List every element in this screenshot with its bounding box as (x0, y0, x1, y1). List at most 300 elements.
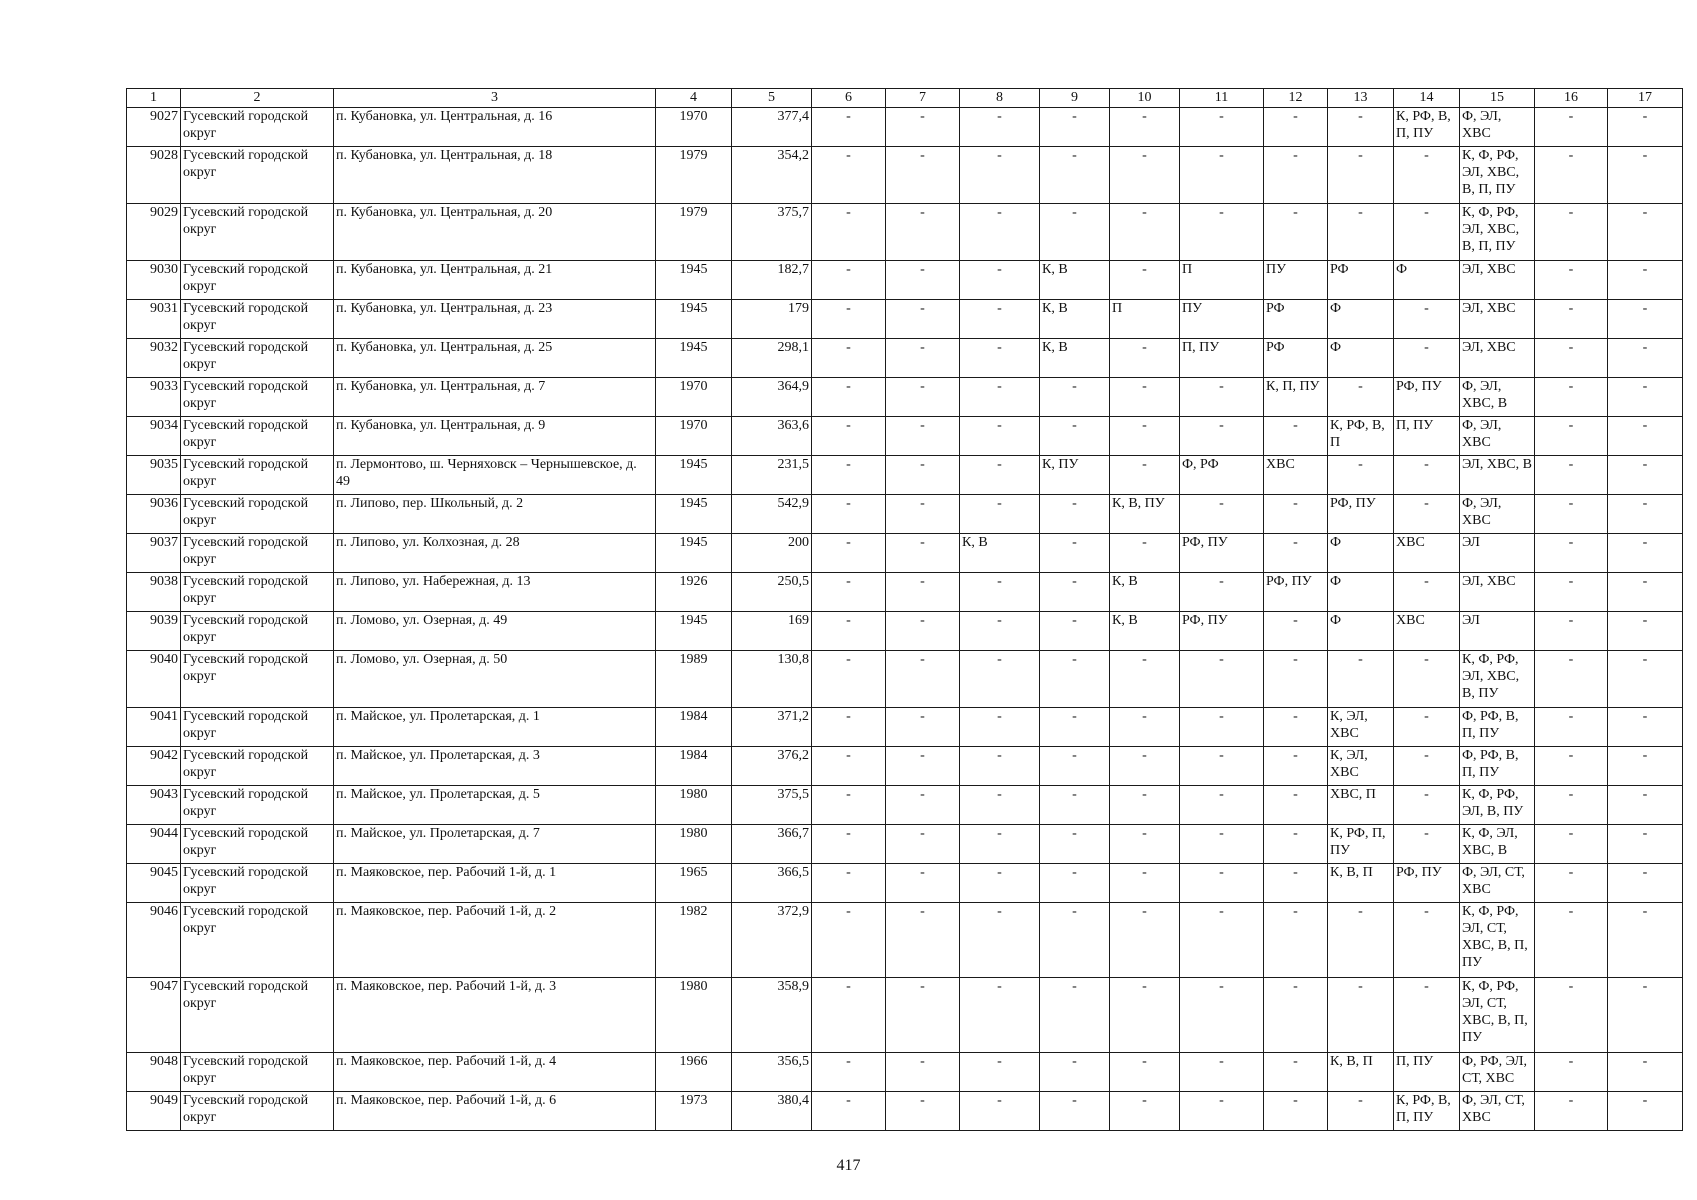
cell-col-16: - (1535, 747, 1608, 786)
cell-col-8: - (960, 300, 1040, 339)
cell-col-15: ЭЛ, ХВС (1460, 300, 1535, 339)
cell-col-11: - (1180, 864, 1264, 903)
cell-col-9: - (1040, 825, 1110, 864)
cell-col-10: - (1110, 786, 1180, 825)
cell-col-13: К, В, П (1328, 864, 1394, 903)
cell-col-12: - (1264, 747, 1328, 786)
cell-col-2: Гусевский городской округ (181, 612, 334, 651)
cell-col-15: Ф, РФ, ЭЛ, СТ, ХВС (1460, 1053, 1535, 1092)
cell-col-12: - (1264, 1092, 1328, 1131)
cell-col-13: К, РФ, П, ПУ (1328, 825, 1394, 864)
cell-col-8: - (960, 1053, 1040, 1092)
cell-col-3: п. Кубановка, ул. Центральная, д. 18 (334, 147, 656, 204)
cell-col-3: п. Майское, ул. Пролетарская, д. 5 (334, 786, 656, 825)
cell-col-9: - (1040, 147, 1110, 204)
page-number: 417 (836, 1157, 861, 1174)
cell-col-2: Гусевский городской округ (181, 747, 334, 786)
cell-col-17: - (1608, 378, 1683, 417)
cell-col-8: - (960, 108, 1040, 147)
table-row (127, 1053, 1683, 1092)
cell-col-16: - (1535, 1053, 1608, 1092)
cell-col-7: - (886, 708, 960, 747)
cell-col-12: - (1264, 108, 1328, 147)
table-row (127, 825, 1683, 864)
cell-col-14: - (1394, 708, 1460, 747)
cell-col-3: п. Маяковское, пер. Рабочий 1-й, д. 6 (334, 1092, 656, 1131)
cell-col-13: Ф (1328, 612, 1394, 651)
cell-col-10: - (1110, 534, 1180, 573)
cell-col-3: п. Маяковское, пер. Рабочий 1-й, д. 3 (334, 978, 656, 1053)
table-row (127, 903, 1683, 978)
cell-col-2: Гусевский городской округ (181, 1092, 334, 1131)
table-row (127, 300, 1683, 339)
cell-col-17: - (1608, 708, 1683, 747)
table-header (127, 89, 1683, 108)
cell-col-8: - (960, 573, 1040, 612)
cell-col-15: Ф, ЭЛ, ХВС (1460, 108, 1535, 147)
cell-col-13: РФ, ПУ (1328, 495, 1394, 534)
cell-col-7: - (886, 147, 960, 204)
cell-col-11: РФ, ПУ (1180, 534, 1264, 573)
cell-col-16: - (1535, 612, 1608, 651)
table-row (127, 864, 1683, 903)
cell-col-11: - (1180, 708, 1264, 747)
cell-col-6: - (812, 300, 886, 339)
cell-col-3: п. Ломово, ул. Озерная, д. 49 (334, 612, 656, 651)
cell-col-12: ХВС (1264, 456, 1328, 495)
cell-col-8: - (960, 261, 1040, 300)
cell-col-10: - (1110, 147, 1180, 204)
cell-col-2: Гусевский городской округ (181, 261, 334, 300)
cell-col-4: 1945 (656, 495, 732, 534)
cell-col-11: - (1180, 108, 1264, 147)
cell-col-2: Гусевский городской округ (181, 456, 334, 495)
column-header-10: 10 (1110, 89, 1180, 108)
cell-col-10: - (1110, 339, 1180, 378)
cell-col-2: Гусевский городской округ (181, 417, 334, 456)
cell-col-7: - (886, 1053, 960, 1092)
cell-col-5: 371,2 (732, 708, 812, 747)
cell-col-8: - (960, 147, 1040, 204)
cell-col-4: 1945 (656, 612, 732, 651)
column-header-4: 4 (656, 89, 732, 108)
cell-col-8: - (960, 903, 1040, 978)
cell-col-6: - (812, 864, 886, 903)
cell-col-11: - (1180, 204, 1264, 261)
cell-col-4: 1970 (656, 378, 732, 417)
cell-col-17: - (1608, 108, 1683, 147)
cell-col-7: - (886, 456, 960, 495)
cell-col-5: 200 (732, 534, 812, 573)
cell-col-4: 1945 (656, 339, 732, 378)
cell-col-12: - (1264, 612, 1328, 651)
cell-col-4: 1945 (656, 456, 732, 495)
cell-col-6: - (812, 786, 886, 825)
cell-col-9: - (1040, 612, 1110, 651)
cell-col-16: - (1535, 825, 1608, 864)
cell-col-9: К, В (1040, 300, 1110, 339)
table-row (127, 747, 1683, 786)
cell-col-4: 1989 (656, 651, 732, 708)
table-row (127, 204, 1683, 261)
cell-col-7: - (886, 300, 960, 339)
cell-col-6: - (812, 417, 886, 456)
cell-col-15: Ф, ЭЛ, ХВС (1460, 495, 1535, 534)
cell-col-7: - (886, 864, 960, 903)
cell-col-17: - (1608, 300, 1683, 339)
table-row (127, 786, 1683, 825)
cell-col-13: - (1328, 147, 1394, 204)
cell-col-3: п. Маяковское, пер. Рабочий 1-й, д. 1 (334, 864, 656, 903)
cell-col-5: 358,9 (732, 978, 812, 1053)
cell-col-7: - (886, 612, 960, 651)
cell-col-14: - (1394, 978, 1460, 1053)
cell-col-2: Гусевский городской округ (181, 903, 334, 978)
cell-col-11: Ф, РФ (1180, 456, 1264, 495)
cell-col-14: - (1394, 903, 1460, 978)
cell-col-8: - (960, 612, 1040, 651)
cell-col-12: ПУ (1264, 261, 1328, 300)
cell-col-9: - (1040, 978, 1110, 1053)
cell-col-2: Гусевский городской округ (181, 378, 334, 417)
cell-col-12: - (1264, 825, 1328, 864)
cell-col-14: ХВС (1394, 534, 1460, 573)
cell-col-4: 1970 (656, 417, 732, 456)
cell-col-10: - (1110, 261, 1180, 300)
cell-col-10: - (1110, 903, 1180, 978)
cell-col-9: К, ПУ (1040, 456, 1110, 495)
cell-col-17: - (1608, 825, 1683, 864)
table-row (127, 456, 1683, 495)
cell-col-7: - (886, 378, 960, 417)
cell-col-4: 1966 (656, 1053, 732, 1092)
cell-col-2: Гусевский городской округ (181, 147, 334, 204)
column-header-16: 16 (1535, 89, 1608, 108)
cell-col-6: - (812, 378, 886, 417)
cell-col-5: 364,9 (732, 378, 812, 417)
cell-col-10: - (1110, 108, 1180, 147)
column-header-1: 1 (127, 89, 181, 108)
table-row (127, 1092, 1683, 1131)
cell-col-7: - (886, 204, 960, 261)
cell-col-5: 354,2 (732, 147, 812, 204)
cell-col-13: - (1328, 456, 1394, 495)
cell-col-4: 1945 (656, 300, 732, 339)
cell-col-9: - (1040, 1053, 1110, 1092)
cell-col-17: - (1608, 612, 1683, 651)
cell-col-7: - (886, 108, 960, 147)
cell-col-16: - (1535, 261, 1608, 300)
cell-col-5: 366,7 (732, 825, 812, 864)
cell-col-6: - (812, 534, 886, 573)
table-body (127, 108, 1683, 1131)
cell-col-1: 9046 (127, 903, 181, 978)
cell-col-2: Гусевский городской округ (181, 786, 334, 825)
cell-col-16: - (1535, 651, 1608, 708)
cell-col-9: - (1040, 903, 1110, 978)
cell-col-11: РФ, ПУ (1180, 612, 1264, 651)
cell-col-1: 9032 (127, 339, 181, 378)
cell-col-15: Ф, ЭЛ, ХВС, В (1460, 378, 1535, 417)
cell-col-2: Гусевский городской округ (181, 825, 334, 864)
cell-col-16: - (1535, 786, 1608, 825)
cell-col-17: - (1608, 534, 1683, 573)
cell-col-10: - (1110, 417, 1180, 456)
cell-col-3: п. Майское, ул. Пролетарская, д. 7 (334, 825, 656, 864)
cell-col-1: 9040 (127, 651, 181, 708)
cell-col-9: - (1040, 495, 1110, 534)
cell-col-1: 9033 (127, 378, 181, 417)
cell-col-9: - (1040, 864, 1110, 903)
cell-col-13: - (1328, 108, 1394, 147)
header-row (127, 89, 1683, 108)
cell-col-7: - (886, 1092, 960, 1131)
cell-col-11: - (1180, 786, 1264, 825)
cell-col-4: 1945 (656, 261, 732, 300)
cell-col-15: К, Ф, РФ, ЭЛ, ХВС, В, ПУ (1460, 651, 1535, 708)
cell-col-15: К, Ф, РФ, ЭЛ, СТ, ХВС, В, П, ПУ (1460, 978, 1535, 1053)
cell-col-16: - (1535, 978, 1608, 1053)
cell-col-14: РФ, ПУ (1394, 378, 1460, 417)
cell-col-17: - (1608, 495, 1683, 534)
cell-col-5: 356,5 (732, 1053, 812, 1092)
cell-col-3: п. Кубановка, ул. Центральная, д. 7 (334, 378, 656, 417)
cell-col-13: - (1328, 903, 1394, 978)
cell-col-16: - (1535, 903, 1608, 978)
cell-col-14: - (1394, 300, 1460, 339)
cell-col-10: - (1110, 651, 1180, 708)
cell-col-9: - (1040, 378, 1110, 417)
cell-col-4: 1973 (656, 1092, 732, 1131)
cell-col-14: - (1394, 204, 1460, 261)
cell-col-3: п. Майское, ул. Пролетарская, д. 1 (334, 708, 656, 747)
cell-col-5: 542,9 (732, 495, 812, 534)
cell-col-7: - (886, 339, 960, 378)
column-header-6: 6 (812, 89, 886, 108)
cell-col-13: - (1328, 651, 1394, 708)
cell-col-6: - (812, 339, 886, 378)
cell-col-2: Гусевский городской округ (181, 864, 334, 903)
cell-col-4: 1979 (656, 147, 732, 204)
cell-col-2: Гусевский городской округ (181, 339, 334, 378)
cell-col-9: - (1040, 747, 1110, 786)
table-row (127, 573, 1683, 612)
cell-col-13: К, ЭЛ, ХВС (1328, 747, 1394, 786)
column-header-9: 9 (1040, 89, 1110, 108)
cell-col-6: - (812, 903, 886, 978)
cell-col-13: К, В, П (1328, 1053, 1394, 1092)
cell-col-6: - (812, 261, 886, 300)
table-row (127, 147, 1683, 204)
cell-col-1: 9031 (127, 300, 181, 339)
cell-col-5: 363,6 (732, 417, 812, 456)
cell-col-3: п. Липово, ул. Набережная, д. 13 (334, 573, 656, 612)
cell-col-14: - (1394, 573, 1460, 612)
cell-col-12: - (1264, 864, 1328, 903)
cell-col-13: - (1328, 978, 1394, 1053)
table-row (127, 495, 1683, 534)
cell-col-9: - (1040, 786, 1110, 825)
cell-col-14: РФ, ПУ (1394, 864, 1460, 903)
column-header-11: 11 (1180, 89, 1264, 108)
table-row (127, 378, 1683, 417)
cell-col-3: п. Кубановка, ул. Центральная, д. 21 (334, 261, 656, 300)
cell-col-1: 9028 (127, 147, 181, 204)
cell-col-16: - (1535, 573, 1608, 612)
cell-col-14: К, РФ, В, П, ПУ (1394, 1092, 1460, 1131)
cell-col-8: - (960, 747, 1040, 786)
cell-col-14: ХВС (1394, 612, 1460, 651)
cell-col-11: - (1180, 825, 1264, 864)
cell-col-6: - (812, 1053, 886, 1092)
cell-col-3: п. Липово, пер. Школьный, д. 2 (334, 495, 656, 534)
cell-col-8: - (960, 825, 1040, 864)
cell-col-15: ЭЛ, ХВС (1460, 573, 1535, 612)
cell-col-10: П (1110, 300, 1180, 339)
cell-col-15: К, Ф, РФ, ЭЛ, ХВС, В, П, ПУ (1460, 204, 1535, 261)
cell-col-3: п. Липово, ул. Колхозная, д. 28 (334, 534, 656, 573)
cell-col-15: Ф, ЭЛ, ХВС (1460, 417, 1535, 456)
cell-col-17: - (1608, 903, 1683, 978)
cell-col-13: К, ЭЛ, ХВС (1328, 708, 1394, 747)
cell-col-5: 231,5 (732, 456, 812, 495)
cell-col-16: - (1535, 864, 1608, 903)
cell-col-2: Гусевский городской округ (181, 978, 334, 1053)
cell-col-6: - (812, 204, 886, 261)
cell-col-8: - (960, 1092, 1040, 1131)
cell-col-13: - (1328, 1092, 1394, 1131)
cell-col-5: 298,1 (732, 339, 812, 378)
cell-col-8: - (960, 204, 1040, 261)
cell-col-1: 9045 (127, 864, 181, 903)
cell-col-2: Гусевский городской округ (181, 495, 334, 534)
cell-col-7: - (886, 417, 960, 456)
cell-col-12: - (1264, 204, 1328, 261)
cell-col-12: - (1264, 417, 1328, 456)
cell-col-12: РФ (1264, 339, 1328, 378)
cell-col-2: Гусевский городской округ (181, 204, 334, 261)
cell-col-8: - (960, 417, 1040, 456)
cell-col-1: 9036 (127, 495, 181, 534)
cell-col-13: - (1328, 378, 1394, 417)
cell-col-15: ЭЛ (1460, 534, 1535, 573)
cell-col-5: 380,4 (732, 1092, 812, 1131)
cell-col-9: - (1040, 534, 1110, 573)
cell-col-15: Ф, РФ, В, П, ПУ (1460, 747, 1535, 786)
cell-col-13: К, РФ, В, П (1328, 417, 1394, 456)
cell-col-15: К, Ф, РФ, ЭЛ, В, ПУ (1460, 786, 1535, 825)
table-row (127, 339, 1683, 378)
cell-col-7: - (886, 978, 960, 1053)
cell-col-1: 9042 (127, 747, 181, 786)
cell-col-3: п. Кубановка, ул. Центральная, д. 16 (334, 108, 656, 147)
cell-col-9: - (1040, 108, 1110, 147)
cell-col-5: 366,5 (732, 864, 812, 903)
cell-col-5: 169 (732, 612, 812, 651)
cell-col-3: п. Кубановка, ул. Центральная, д. 23 (334, 300, 656, 339)
cell-col-10: - (1110, 378, 1180, 417)
cell-col-3: п. Кубановка, ул. Центральная, д. 25 (334, 339, 656, 378)
cell-col-5: 182,7 (732, 261, 812, 300)
cell-col-7: - (886, 573, 960, 612)
cell-col-2: Гусевский городской округ (181, 1053, 334, 1092)
cell-col-4: 1980 (656, 786, 732, 825)
cell-col-3: п. Кубановка, ул. Центральная, д. 20 (334, 204, 656, 261)
cell-col-12: - (1264, 495, 1328, 534)
cell-col-10: - (1110, 456, 1180, 495)
cell-col-13: Ф (1328, 339, 1394, 378)
cell-col-10: - (1110, 747, 1180, 786)
cell-col-1: 9030 (127, 261, 181, 300)
cell-col-6: - (812, 573, 886, 612)
cell-col-3: п. Ломово, ул. Озерная, д. 50 (334, 651, 656, 708)
cell-col-4: 1984 (656, 747, 732, 786)
cell-col-1: 9035 (127, 456, 181, 495)
cell-col-3: п. Майское, ул. Пролетарская, д. 3 (334, 747, 656, 786)
cell-col-12: - (1264, 708, 1328, 747)
cell-col-12: - (1264, 903, 1328, 978)
cell-col-16: - (1535, 417, 1608, 456)
cell-col-6: - (812, 108, 886, 147)
cell-col-11: - (1180, 978, 1264, 1053)
cell-col-8: - (960, 864, 1040, 903)
cell-col-2: Гусевский городской округ (181, 300, 334, 339)
cell-col-17: - (1608, 1092, 1683, 1131)
cell-col-6: - (812, 978, 886, 1053)
cell-col-17: - (1608, 204, 1683, 261)
cell-col-7: - (886, 825, 960, 864)
cell-col-4: 1980 (656, 978, 732, 1053)
cell-col-6: - (812, 456, 886, 495)
cell-col-5: 250,5 (732, 573, 812, 612)
cell-col-11: - (1180, 378, 1264, 417)
table-row (127, 978, 1683, 1053)
cell-col-7: - (886, 534, 960, 573)
cell-col-2: Гусевский городской округ (181, 108, 334, 147)
cell-col-1: 9048 (127, 1053, 181, 1092)
column-header-14: 14 (1394, 89, 1460, 108)
cell-col-2: Гусевский городской округ (181, 651, 334, 708)
cell-col-14: К, РФ, В, П, ПУ (1394, 108, 1460, 147)
column-header-5: 5 (732, 89, 812, 108)
table-row (127, 261, 1683, 300)
cell-col-11: - (1180, 747, 1264, 786)
cell-col-14: П, ПУ (1394, 417, 1460, 456)
cell-col-17: - (1608, 261, 1683, 300)
cell-col-17: - (1608, 864, 1683, 903)
cell-col-12: К, П, ПУ (1264, 378, 1328, 417)
cell-col-8: - (960, 456, 1040, 495)
cell-col-8: К, В (960, 534, 1040, 573)
cell-col-4: 1926 (656, 573, 732, 612)
cell-col-15: ЭЛ, ХВС (1460, 339, 1535, 378)
cell-col-13: Ф (1328, 573, 1394, 612)
cell-col-4: 1945 (656, 534, 732, 573)
cell-col-10: К, В, ПУ (1110, 495, 1180, 534)
column-header-3: 3 (334, 89, 656, 108)
cell-col-6: - (812, 495, 886, 534)
cell-col-16: - (1535, 534, 1608, 573)
cell-col-16: - (1535, 495, 1608, 534)
table-row (127, 108, 1683, 147)
cell-col-16: - (1535, 1092, 1608, 1131)
cell-col-13: ХВС, П (1328, 786, 1394, 825)
cell-col-17: - (1608, 456, 1683, 495)
cell-col-8: - (960, 495, 1040, 534)
cell-col-12: - (1264, 651, 1328, 708)
cell-col-12: - (1264, 978, 1328, 1053)
cell-col-6: - (812, 747, 886, 786)
